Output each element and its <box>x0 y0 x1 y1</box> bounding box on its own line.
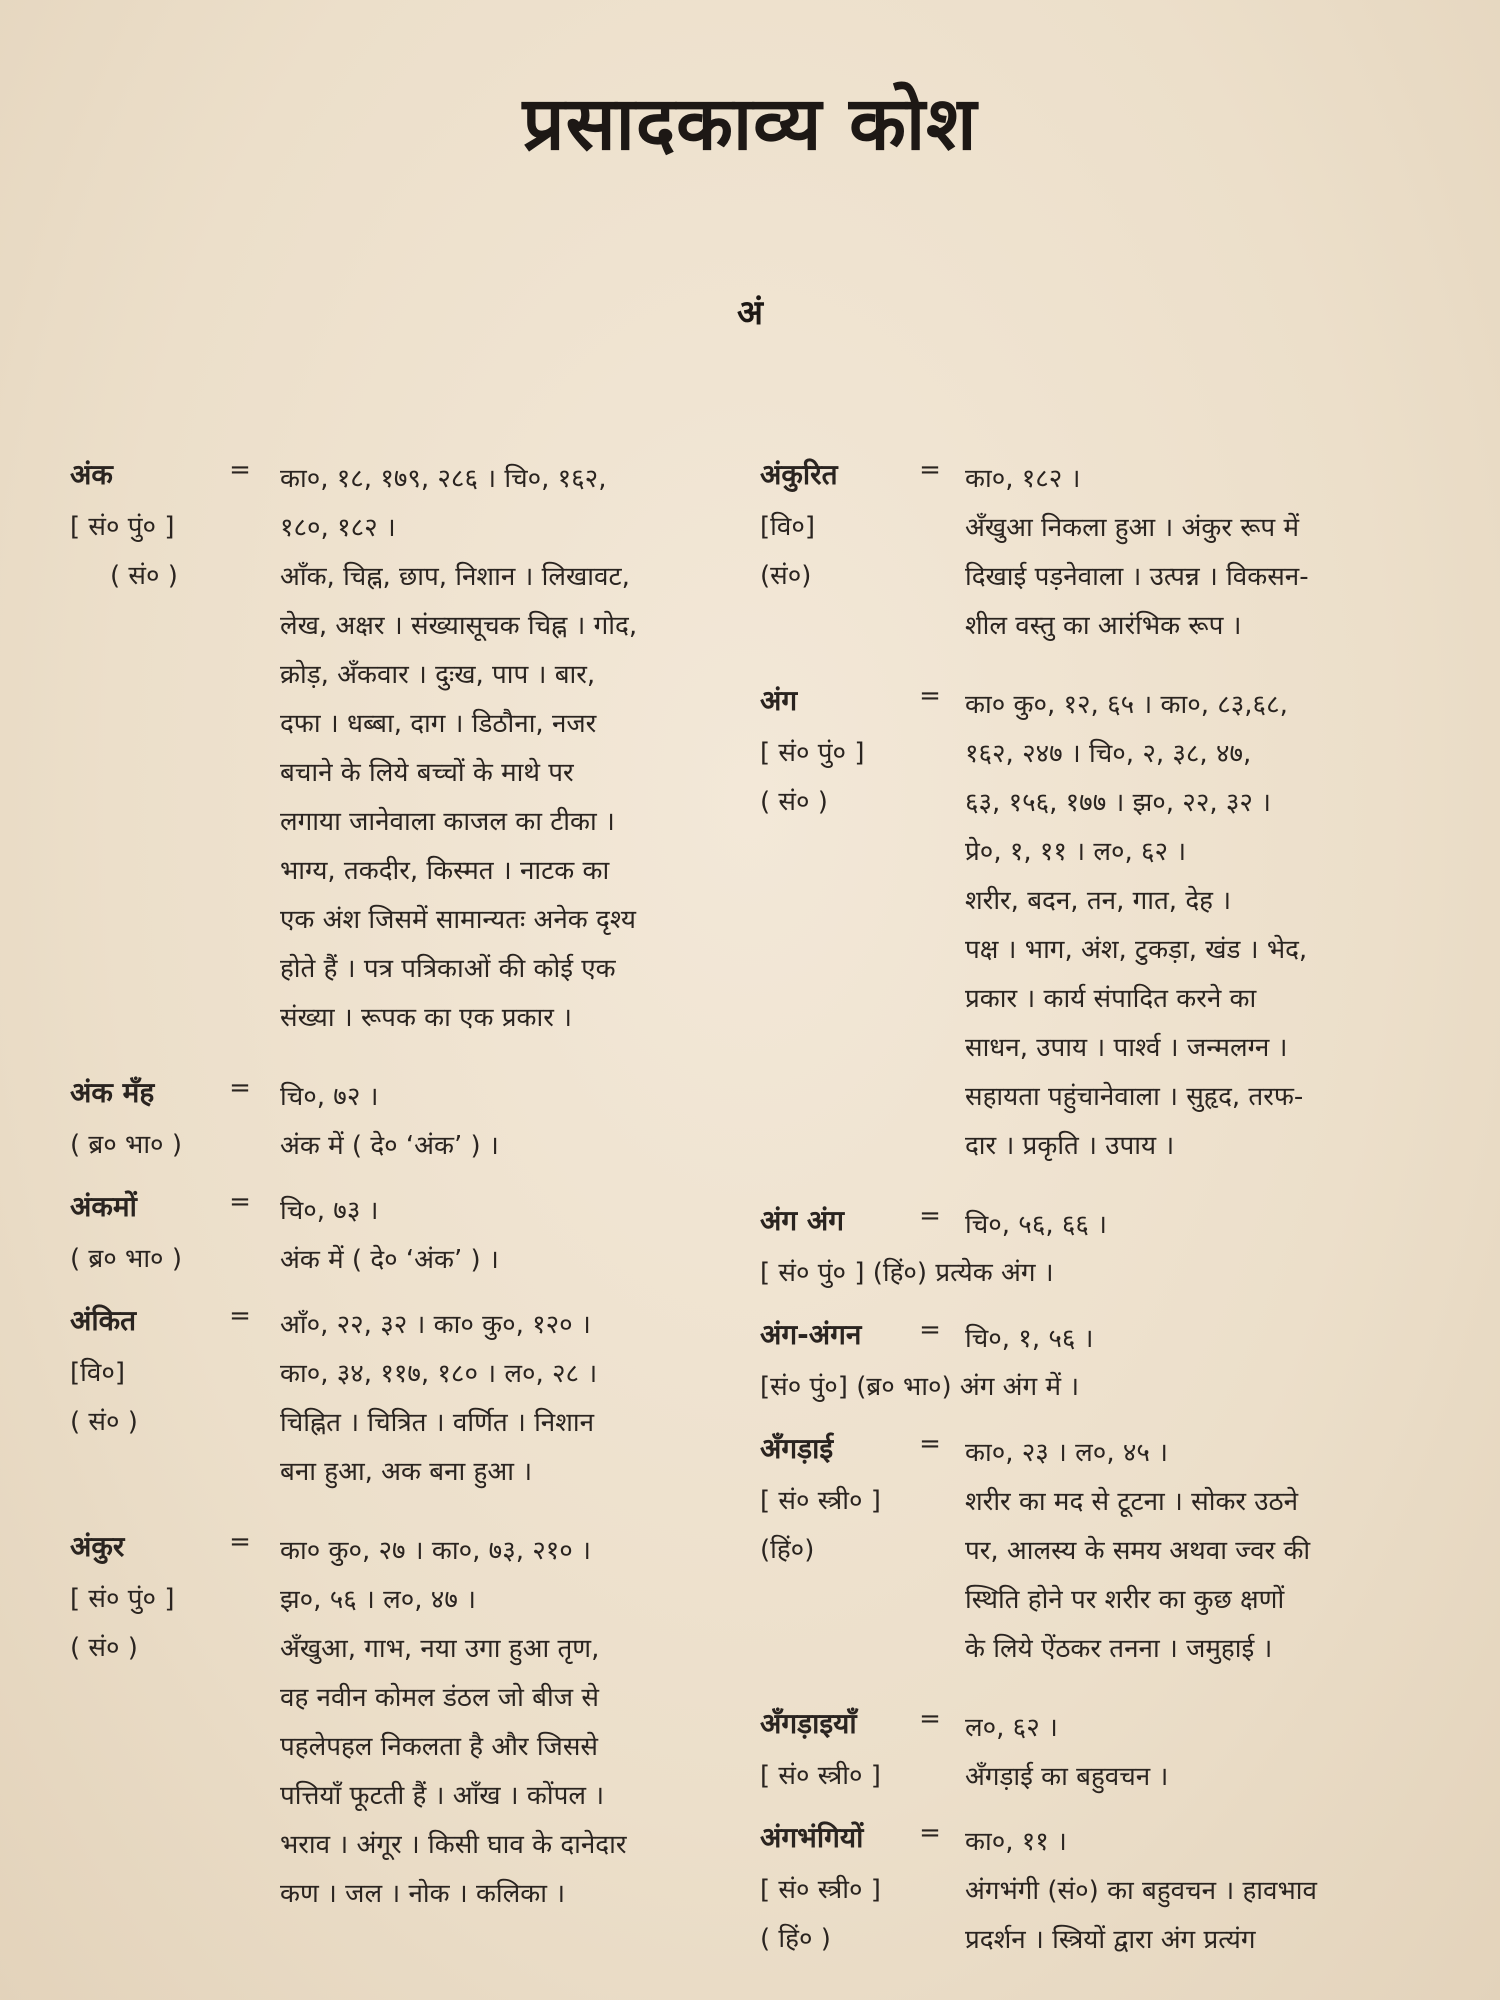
definition <box>280 1236 720 1285</box>
references <box>965 455 1420 504</box>
entry-body <box>280 1073 720 1171</box>
equals-sign: = <box>229 455 251 485</box>
definition-line: के लिये ऐंठकर तनना । जमुहाई । <box>965 1634 1273 1664</box>
equals-sign: = <box>919 1704 941 1734</box>
entry-body <box>280 1187 720 1285</box>
headword: अंकुर <box>70 1530 125 1563</box>
definition-line: अँखुआ निकला हुआ । अंकुर रूप में <box>965 513 1300 543</box>
grammar-tags <box>760 729 864 827</box>
equals-sign: = <box>919 1315 941 1345</box>
headword: अंक <box>70 458 113 491</box>
references <box>280 1301 720 1399</box>
reference-line: प्रे०, १, ११ । ल०, ६२ । <box>965 837 1187 867</box>
grammar-tag: [ सं० पुं० ] (हिं०) प्रत्येक अंग । <box>760 1258 1054 1288</box>
definition-line: भाग्य, तकदीर, किस्मत । नाटक का <box>280 856 610 886</box>
grammar-tag: ( सं० ) <box>760 787 828 817</box>
reference-line: का०, १८, १७९, २८६ । चि०, १६२, <box>280 464 607 494</box>
definition <box>280 553 720 1043</box>
grammar-tag: ( सं० ) <box>70 1633 138 1663</box>
equals-sign: = <box>919 1429 941 1459</box>
reference-line: १८०, १८२ । <box>280 513 396 543</box>
reference-line: का०, ३४, ११७, १८० । ल०, २८ । <box>280 1359 598 1389</box>
reference-line: चि०, ७३ । <box>280 1196 379 1226</box>
definition-line: प्रदर्शन । स्त्रियों द्वारा अंग प्रत्यंग <box>965 1925 1256 1955</box>
entry-body <box>280 455 720 1043</box>
equals-sign: = <box>229 1527 251 1557</box>
references <box>965 681 1420 877</box>
references <box>965 1704 1420 1753</box>
headword: अंक मँह <box>70 1076 155 1109</box>
entry-body <box>280 1301 720 1497</box>
grammar-tag: [सं० पुं०] (ब्र० भा०) अंग अंग में । <box>760 1372 1080 1402</box>
dictionary-entry <box>760 455 1420 651</box>
definition-line: दफा । धब्बा, दाग । डिठौना, नजर <box>280 709 597 739</box>
definition-line: बना हुआ, अक बना हुआ । <box>280 1457 533 1487</box>
definition-line: बचाने के लिये बच्चों के माथे पर <box>280 758 574 788</box>
grammar-tags <box>760 1249 1054 1298</box>
grammar-tag: ( ब्र० भा० ) <box>70 1130 182 1160</box>
entry-body <box>965 1201 1420 1250</box>
grammar-tags <box>70 503 178 601</box>
definition-line: लेख, अक्षर । संख्यासूचक चिह्न । गोद, <box>280 611 638 641</box>
grammar-tags <box>760 1363 1079 1412</box>
grammar-tags <box>70 1235 182 1284</box>
definition-line: दिखाई पड़नेवाला । उत्पन्न । विकसन- <box>965 562 1309 592</box>
definition-line: पहलेपहल निकलता है और जिससे <box>280 1732 598 1762</box>
headword: अंकमों <box>70 1190 137 1223</box>
headword: अंग अंग <box>760 1204 845 1237</box>
headword: अँगड़ाइयाँ <box>760 1707 857 1740</box>
grammar-tag: (हिं०) <box>760 1535 815 1565</box>
references <box>965 1818 1420 1867</box>
entry-body <box>965 455 1420 651</box>
reference-line: का०, ११ । <box>965 1827 1067 1857</box>
dictionary-entry <box>760 1818 1420 1965</box>
grammar-tags <box>70 1121 182 1170</box>
reference-line: चि०, ७२ । <box>280 1082 379 1112</box>
definition-line: अंक में ( दे० ‘अंक’ ) । <box>280 1245 499 1275</box>
references <box>965 1201 1420 1250</box>
grammar-tag: ( सं० ) <box>110 561 178 591</box>
definition-line: आँक, चिह्न, छाप, निशान । लिखावट, <box>280 562 630 592</box>
equals-sign: = <box>919 1818 941 1848</box>
definition-line: दार । प्रकृति । उपाय । <box>965 1131 1175 1161</box>
dictionary-entry <box>70 1527 720 1919</box>
grammar-tags <box>70 1349 138 1447</box>
definition-line: भराव । अंगूर । किसी घाव के दानेदार <box>280 1830 627 1860</box>
definition <box>965 1867 1420 1965</box>
dictionary-entry <box>70 455 720 1043</box>
entry-body <box>965 1818 1420 1965</box>
definition-line: वह नवीन कोमल डंठल जो बीज से <box>280 1683 599 1713</box>
definition-line: पर, आलस्य के समय अथवा ज्वर की <box>965 1536 1311 1566</box>
references <box>280 1527 720 1625</box>
equals-sign: = <box>919 1201 941 1231</box>
grammar-tags <box>760 1752 881 1801</box>
dictionary-entry <box>760 681 1420 1171</box>
left-column <box>70 455 720 1935</box>
headword: अँगड़ाई <box>760 1432 834 1465</box>
headword: अंकित <box>70 1304 137 1337</box>
page-title: प्रसादकाव्य कोश <box>522 81 978 167</box>
grammar-tags <box>760 1866 881 1964</box>
equals-sign: = <box>229 1187 251 1217</box>
definition-line: अंगभंगी (सं०) का बहुवचन । हावभाव <box>965 1876 1317 1906</box>
grammar-tag: [ सं० पुं० ] <box>760 738 865 768</box>
grammar-tag: ( हिं० ) <box>760 1924 831 1954</box>
definition <box>965 1753 1420 1802</box>
definition-line: अंक में ( दे० ‘अंक’ ) । <box>280 1131 499 1161</box>
grammar-tag: (सं०) <box>760 561 812 591</box>
reference-line: ल०, ६२ । <box>965 1713 1058 1743</box>
definition <box>965 1478 1420 1674</box>
grammar-tags <box>760 1477 881 1575</box>
entry-body <box>965 1704 1420 1802</box>
references <box>965 1429 1420 1478</box>
grammar-tag: [ सं० स्त्री० ] <box>760 1875 881 1905</box>
reference-line: का०, २३ । ल०, ४५ । <box>965 1438 1169 1468</box>
dictionary-entry <box>70 1301 720 1497</box>
reference-line: १६२, २४७ । चि०, २, ३८, ४७, <box>965 739 1252 769</box>
grammar-tag: [वि०] <box>760 512 815 542</box>
dictionary-entry <box>760 1704 1420 1802</box>
references <box>280 1187 720 1236</box>
definition-line: शील वस्तु का आरंभिक रूप । <box>965 611 1242 641</box>
dictionary-entry <box>70 1073 720 1171</box>
definition-line: होते हैं । पत्र पत्रिकाओं की कोई एक <box>280 954 616 984</box>
entry-body <box>965 1429 1420 1674</box>
definition-line: एक अंश जिसमें सामान्यतः अनेक दृश्य <box>280 905 636 935</box>
headword: अंग <box>760 684 798 717</box>
definition-line: चिह्नित । चित्रित । वर्णित । निशान <box>280 1408 595 1438</box>
definition-line: क्रोड़, अँकवार । दुःख, पाप । बार, <box>280 660 596 690</box>
reference-line: का० कु०, २७ । का०, ७३, २१० । <box>280 1536 591 1566</box>
grammar-tag: [ सं० पुं० ] <box>70 512 175 542</box>
reference-line: का०, १८२ । <box>965 464 1081 494</box>
entry-body <box>965 1315 1420 1364</box>
reference-line: ६३, १५६, १७७ । झ०, २२, ३२ । <box>965 788 1272 818</box>
grammar-tag: [ सं० स्त्री० ] <box>760 1486 881 1516</box>
definition <box>280 1625 720 1919</box>
dictionary-entry <box>760 1315 1420 1413</box>
definition-line: शरीर, बदन, तन, गात, देह । <box>965 886 1232 916</box>
definition-line: पक्ष । भाग, अंश, टुकड़ा, खंड । भेद, <box>965 935 1308 965</box>
definition-line: अँगड़ाई का बहुवचन । <box>965 1762 1169 1792</box>
right-column <box>760 455 1420 1981</box>
definition <box>965 504 1420 651</box>
grammar-tags <box>70 1575 174 1673</box>
headword: अंगभंगियों <box>760 1821 864 1854</box>
definition-line: पत्तियाँ फूटती हैं । आँख । कोंपल । <box>280 1781 605 1811</box>
headword: अंग-अंगन <box>760 1318 862 1351</box>
definition-line: साधन, उपाय । पार्श्व । जन्मलग्न । <box>965 1033 1288 1063</box>
definition-line: सहायता पहुंचानेवाला । सुहृद, तरफ- <box>965 1082 1304 1112</box>
grammar-tag: ( ब्र० भा० ) <box>70 1244 182 1274</box>
definition-line: स्थिति होने पर शरीर का कुछ क्षणों <box>965 1585 1285 1615</box>
reference-line: का० कु०, १२, ६५ । का०, ८३,६८, <box>965 690 1288 720</box>
grammar-tag: [ सं० पुं० ] <box>70 1584 175 1614</box>
reference-line: आँ०, २२, ३२ । का० कु०, १२० । <box>280 1310 591 1340</box>
equals-sign: = <box>229 1301 251 1331</box>
definition <box>280 1122 720 1171</box>
equals-sign: = <box>919 455 941 485</box>
grammar-tag: [ सं० स्त्री० ] <box>760 1761 881 1791</box>
references <box>280 455 720 553</box>
definition-line: लगाया जानेवाला काजल का टीका । <box>280 807 615 837</box>
dictionary-entry <box>760 1429 1420 1674</box>
definition <box>280 1399 720 1497</box>
entry-body <box>280 1527 720 1919</box>
definition-line: कण । जल । नोक । कलिका । <box>280 1879 566 1909</box>
grammar-tag: [वि०] <box>70 1358 125 1388</box>
dictionary-entry <box>70 1187 720 1285</box>
reference-line: चि०, १, ५६ । <box>965 1324 1094 1354</box>
definition-line: शरीर का मद से टूटना । सोकर उठने <box>965 1487 1299 1517</box>
definition <box>965 877 1420 1171</box>
grammar-tags <box>760 503 815 601</box>
section-letter: अं <box>737 293 763 333</box>
equals-sign: = <box>919 681 941 711</box>
references <box>965 1315 1420 1364</box>
reference-line: चि०, ५६, ६६ । <box>965 1210 1108 1240</box>
definition-line: अँखुआ, गाभ, नया उगा हुआ तृण, <box>280 1634 600 1664</box>
definition-line: प्रकार । कार्य संपादित करने का <box>965 984 1257 1014</box>
references <box>280 1073 720 1122</box>
headword: अंकुरित <box>760 458 838 491</box>
definition-line: संख्या । रूपक का एक प्रकार । <box>280 1003 573 1033</box>
entry-body <box>965 681 1420 1171</box>
grammar-tag: ( सं० ) <box>70 1407 138 1437</box>
dictionary-entry <box>760 1201 1420 1299</box>
reference-line: झ०, ५६ । ल०, ४७ । <box>280 1585 476 1615</box>
equals-sign: = <box>229 1073 251 1103</box>
